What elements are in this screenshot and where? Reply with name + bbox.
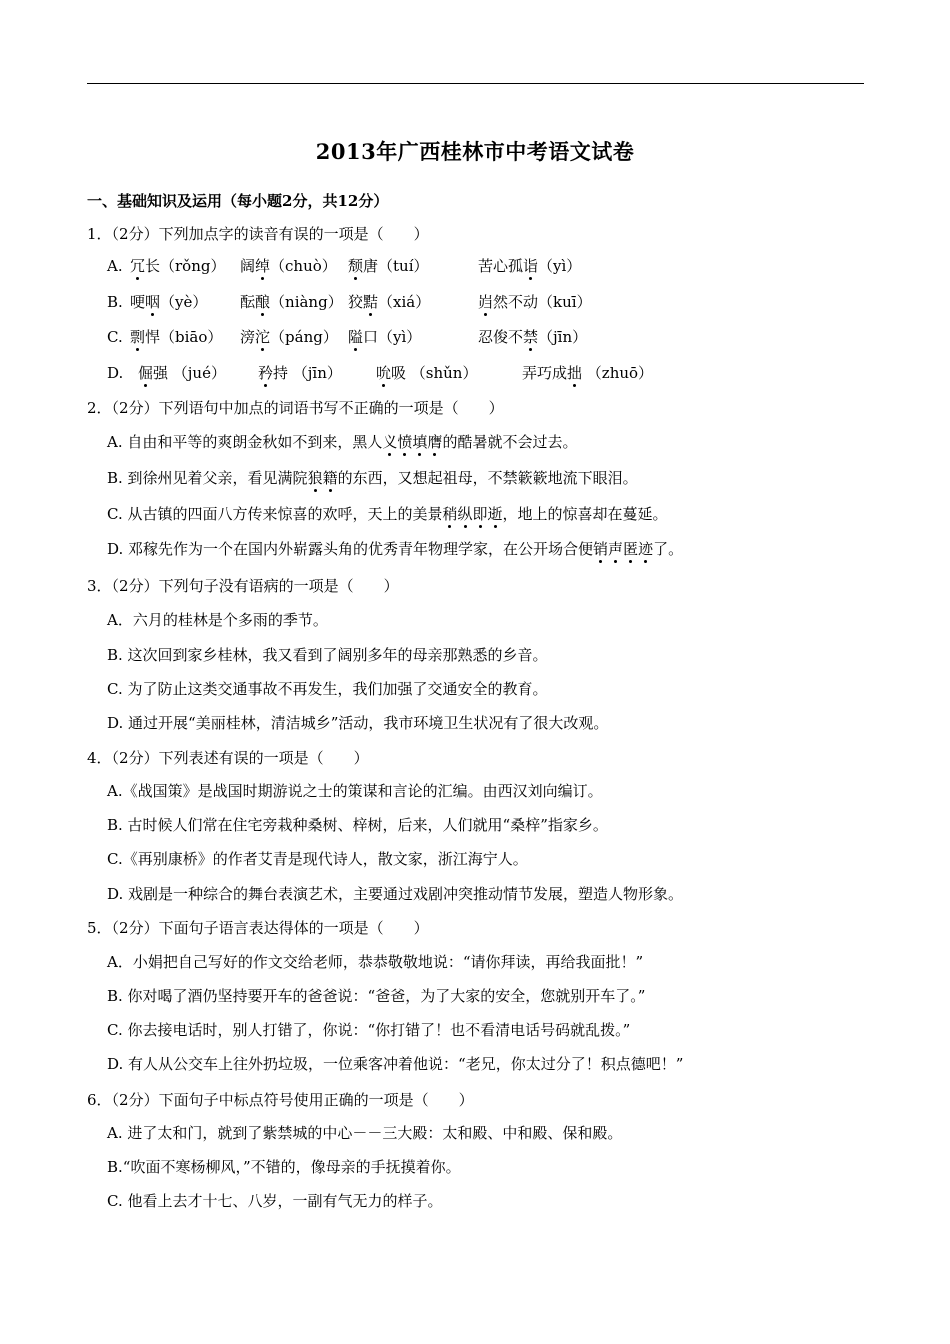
emphasis-dot-char: 诣	[523, 257, 539, 275]
text-run: （chuò）	[270, 257, 337, 275]
text-run: 哽	[130, 293, 146, 311]
option-term	[478, 292, 592, 312]
emphasis-dot-char: 稍	[442, 505, 458, 523]
text-run: 持 （jīn）	[273, 364, 342, 382]
emphasis-dot-char: 拙	[567, 364, 583, 382]
answer-option: B. 这次回到家乡桂林，我又看到了阔别多年的母亲那熟悉的乡音。	[107, 646, 548, 664]
option-term	[130, 292, 207, 312]
text-run: 滂	[240, 328, 256, 346]
emphasis-dot-char: 即	[472, 505, 488, 523]
answer-option: A.《战国策》是战国时期游说之士的策谋和言论的汇编。由西汉刘向编订。	[107, 782, 603, 800]
emphasis-dot-char: 倔	[138, 364, 154, 382]
emphasis-dot-char: 声	[608, 540, 624, 558]
text-run: 强 （jué）	[153, 364, 226, 382]
page-title: 2013年广西桂林市中考语文试卷	[315, 139, 635, 164]
text-run: 的酷暑就不会过去。	[442, 433, 578, 451]
answer-option: A．六月的桂林是个多雨的季节。	[107, 611, 328, 629]
text-run: B. 到徐州见着父亲，看见满院	[107, 469, 308, 487]
text-run: 阔	[240, 257, 256, 275]
answer-option: B. 古时候人们常在住宅旁栽种桑树、梓树，后来，人们就用“桑梓”指家乡。	[107, 816, 608, 834]
text-run: （jīn）	[538, 328, 588, 346]
emphasis-dot-char: 狼	[307, 469, 323, 487]
emphasis-dot-char: 沱	[255, 328, 271, 346]
text-run: （zhuō）	[582, 364, 654, 382]
emphasis-dot-char: 填	[412, 433, 428, 451]
text-run: 苦心孤	[478, 257, 524, 275]
option-label: D.	[107, 364, 124, 382]
answer-option: D. 通过开展“美丽桂林，清洁城乡”活动，我市环境卫生状况有了很大改观。	[107, 714, 609, 732]
option-term	[478, 256, 581, 276]
answer-option: D. 有人从公交车上往外扔垃圾，一位乘客冲着他说：“老兄，你太过分了！积点德吧！”	[107, 1055, 684, 1073]
option-term	[348, 256, 429, 276]
option-label: A.	[107, 257, 123, 275]
option-term	[130, 327, 222, 347]
answer-option	[107, 504, 668, 524]
question-stem: 2．（2分）下列语句中加点的词语书写不正确的一项是（ ）	[87, 399, 504, 417]
text-run: 口（yì）	[363, 328, 422, 346]
text-run: 狡	[348, 293, 364, 311]
text-run: 的东西，又想起祖母，不禁簌簌地流下眼泪。	[337, 469, 638, 487]
text-run: 唐（tuí）	[363, 257, 429, 275]
emphasis-dot-char: 迹	[638, 540, 654, 558]
text-run: （niàng）	[270, 293, 343, 311]
emphasis-dot-char: 剽	[130, 328, 146, 346]
option-label: C.	[107, 328, 123, 346]
text-run: 弄巧成	[522, 364, 568, 382]
emphasis-dot-char: 销	[593, 540, 609, 558]
text-run: C. 从古镇的四面八方传来惊喜的欢呼，天上的美景	[107, 505, 443, 523]
answer-option: A．小娟把自己写好的作文交给老师，恭恭敬敬地说：“请你拜读，再给我面批！”	[107, 953, 644, 971]
emphasis-dot-char: 咽	[145, 293, 161, 311]
emphasis-dot-char: 岿	[478, 293, 494, 311]
emphasis-dot-char: 膺	[427, 433, 443, 451]
text-run: 酝	[240, 293, 256, 311]
question-stem: 4．（2分）下列表述有误的一项是（ ）	[87, 749, 369, 767]
answer-option	[107, 432, 577, 452]
question-stem: 3．（2分）下列句子没有语病的一项是（ ）	[87, 577, 399, 595]
emphasis-dot-char: 籍	[322, 469, 338, 487]
option-term	[376, 363, 477, 383]
emphasis-dot-char: 颓	[348, 257, 364, 275]
option-term	[348, 292, 430, 312]
text-run: （yì）	[538, 257, 582, 275]
question-stem: 6．（2分）下面句子中标点符号使用正确的一项是（ ）	[87, 1091, 474, 1109]
emphasis-dot-char: 匿	[623, 540, 639, 558]
text-run: D. 邓稼先作为一个在国内外崭露头角的优秀青年物理学家，在公开场合便	[107, 540, 594, 558]
option-term	[478, 327, 587, 347]
option-term	[138, 363, 226, 383]
answer-option: B. 你对喝了酒仍坚持要开车的爸爸说：“爸爸，为了大家的安全，您就别开车了。”	[107, 987, 646, 1005]
option-term	[130, 256, 225, 276]
answer-option: B.“吹面不寒杨柳风，”不错的，像母亲的手抚摸着你。	[107, 1158, 461, 1176]
text-run: 吸 （shǔn）	[391, 364, 478, 382]
text-run: （páng）	[270, 328, 338, 346]
text-run: 忍俊不	[478, 328, 524, 346]
emphasis-dot-char: 冗	[130, 257, 146, 275]
emphasis-dot-char: 矜	[258, 364, 274, 382]
question-stem: 5．（2分）下面句子语言表达得体的一项是（ ）	[87, 919, 429, 937]
answer-option: C. 他看上去才十七、八岁，一副有气无力的样子。	[107, 1192, 443, 1210]
text-run: ，地上的惊喜却在蔓延。	[502, 505, 668, 523]
text-run: A. 自由和平等的爽朗金秋如不到来，黑人	[107, 433, 383, 451]
emphasis-dot-char: 隘	[348, 328, 364, 346]
answer-option: C. 你去接电话时，别人打错了，你说：“你打错了！也不看清电话号码就乱拨。”	[107, 1021, 631, 1039]
emphasis-dot-char: 纵	[457, 505, 473, 523]
text-run: 了。	[653, 540, 684, 558]
option-label: B.	[107, 293, 123, 311]
section-heading: 一、基础知识及运用（每小题2分，共12分）	[87, 192, 389, 210]
emphasis-dot-char: 义	[382, 433, 398, 451]
emphasis-dot-char: 愤	[397, 433, 413, 451]
text-run: 然不动（kuī）	[493, 293, 592, 311]
header-rule	[87, 83, 864, 84]
text-run: 长（rǒng）	[145, 257, 226, 275]
answer-option	[107, 539, 683, 559]
emphasis-dot-char: 黠	[363, 293, 379, 311]
emphasis-dot-char: 酿	[255, 293, 271, 311]
emphasis-dot-char: 绰	[255, 257, 271, 275]
emphasis-dot-char: 逝	[487, 505, 503, 523]
option-term	[258, 363, 342, 383]
answer-option	[107, 468, 638, 488]
option-term	[348, 327, 421, 347]
option-term	[240, 327, 338, 347]
emphasis-dot-char: 吮	[376, 364, 392, 382]
option-term	[240, 256, 337, 276]
question-1-stem: 1．（2分）下列加点字的读音有误的一项是（ ）	[87, 225, 429, 243]
answer-option: C.《再别康桥》的作者艾青是现代诗人，散文家，浙江海宁人。	[107, 850, 528, 868]
text-run: （xiá）	[378, 293, 431, 311]
answer-option: D. 戏剧是一种综合的舞台表演艺术，主要通过戏剧冲突推动情节发展，塑造人物形象。	[107, 885, 684, 903]
answer-option: A. 进了太和门，就到了紫禁城的中心－－三大殿：太和殿、中和殿、保和殿。	[107, 1124, 623, 1142]
option-term	[522, 363, 653, 383]
text-run: 悍（biāo）	[145, 328, 223, 346]
text-run: （yè）	[160, 293, 208, 311]
emphasis-dot-char: 禁	[523, 328, 539, 346]
answer-option: C. 为了防止这类交通事故不再发生，我们加强了交通安全的教育。	[107, 680, 548, 698]
option-term	[240, 292, 343, 312]
